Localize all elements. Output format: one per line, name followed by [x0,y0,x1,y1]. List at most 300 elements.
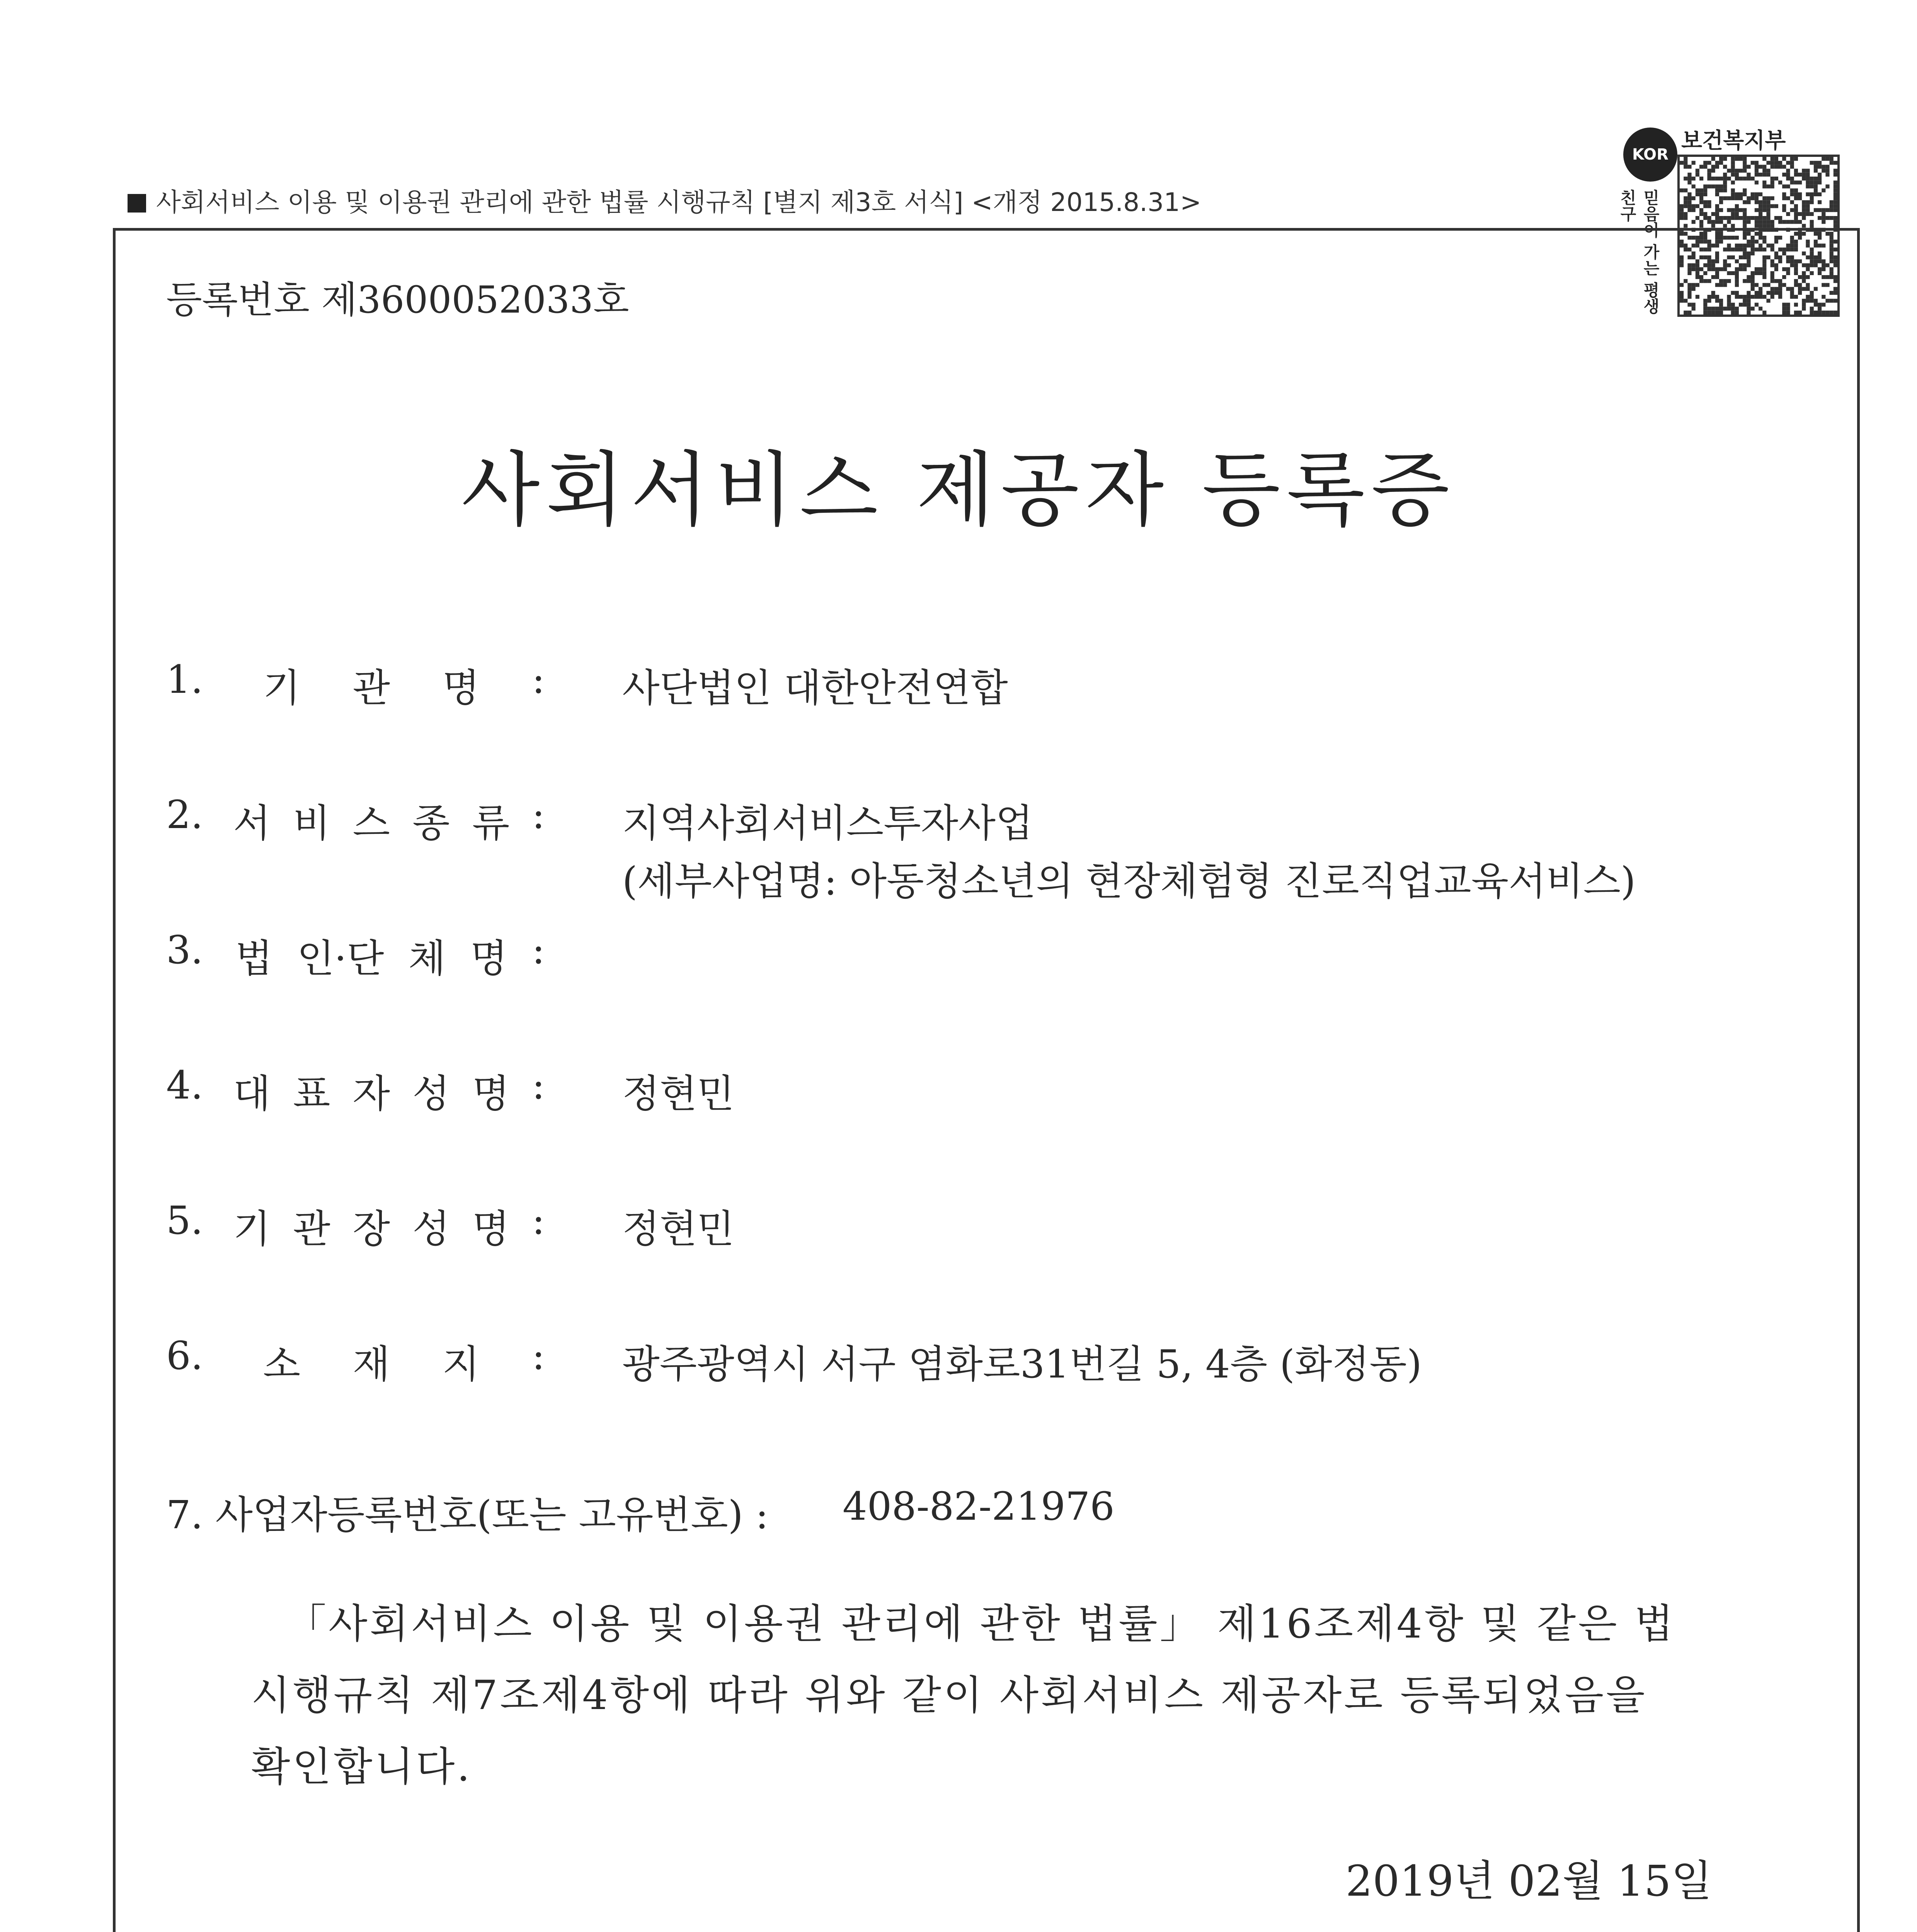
qr-cell [1790,189,1794,192]
item-label-char: 기 [233,1206,271,1252]
qr-cell [1759,212,1762,216]
qr-cell [1696,216,1699,220]
qr-cell [1771,165,1774,168]
qr-cell [1771,157,1774,161]
qr-cell [1766,216,1770,220]
form-reference-text: 사회서비스 이용 및 이용권 관리에 관한 법률 시행규칙 [별지 제3호 서식] <개정 2015.8.31> [156,187,1202,217]
qr-cell [1696,169,1699,173]
qr-cell [1759,224,1762,228]
item-number: 6. [166,1333,203,1378]
qr-cell [1834,196,1837,200]
qr-cell [1771,180,1774,184]
qr-cell [1692,184,1696,188]
qr-cell [1814,208,1818,212]
qr-cell [1731,212,1735,216]
qr-cell [1735,208,1739,212]
qr-cell [1684,224,1687,228]
qr-cell [1715,212,1719,216]
item-number: 1. [166,657,203,702]
qr-cell [1825,169,1829,173]
qr-cell [1711,224,1715,228]
qr-cell [1814,184,1818,188]
qr-cell [1782,184,1786,188]
qr-cell [1762,204,1766,208]
qr-cell [1680,189,1684,192]
qr-cell [1762,216,1766,220]
qr-cell [1743,216,1747,220]
qr-cell [1747,177,1750,180]
qr-cell [1814,165,1818,168]
qr-cell [1723,216,1727,220]
qr-cell [1711,157,1715,161]
qr-cell [1834,208,1837,212]
qr-cell [1806,184,1810,188]
qr-cell [1818,200,1822,204]
qr-cell [1766,200,1770,204]
qr-cell [1810,220,1814,224]
qr-cell [1711,212,1715,216]
qr-cell [1723,165,1727,168]
item-label [166,927,545,983]
qr-cell [1755,173,1759,177]
qr-cell [1774,177,1778,180]
qr-cell [1715,189,1719,192]
qr-cell [1794,196,1798,200]
qr-cell [1806,200,1810,204]
qr-cell [1711,184,1715,188]
qr-cell [1699,220,1703,224]
qr-cell [1739,192,1743,196]
qr-cell [1739,208,1743,212]
qr-cell [1735,192,1739,196]
kor-logo-icon [1623,128,1677,182]
item-value: 정현민 [622,1206,734,1252]
qr-cell [1834,184,1837,188]
qr-cell [1798,220,1802,224]
qr-cell [1834,192,1837,196]
qr-cell [1684,165,1687,168]
item-label-char: 명 [442,665,480,711]
qr-cell [1771,204,1774,208]
item-label-char: 인·단 [297,936,384,981]
kor-logo-text: KOR [1632,146,1668,163]
qr-cell [1790,192,1794,196]
item-label-char: 표 [293,1071,330,1116]
qr-cell [1751,192,1755,196]
qr-cell [1699,189,1703,192]
qr-cell [1774,165,1778,168]
qr-cell [1814,177,1818,180]
qr-cell [1762,157,1766,161]
qr-cell [1834,200,1837,204]
qr-cell [1802,224,1806,228]
qr-cell [1830,157,1834,161]
qr-cell [1825,157,1829,161]
qr-cell [1834,161,1837,165]
qr-cell [1802,204,1806,208]
qr-cell [1684,177,1687,180]
item-label [166,792,545,848]
qr-cell [1822,169,1825,173]
qr-cell [1747,165,1750,168]
qr-cell [1818,216,1822,220]
qr-cell [1703,165,1707,168]
qr-cell [1684,212,1687,216]
qr-cell [1696,173,1699,177]
qr-cell [1810,177,1814,180]
qr-cell [1719,220,1723,224]
item-value: 사단법인 대한안전연합 [622,665,1008,711]
qr-cell [1739,157,1743,161]
qr-cell [1810,161,1814,165]
confirmation-statement [251,1588,1720,1803]
qr-cell [1766,173,1770,177]
qr-cell [1751,177,1755,180]
qr-cell [1794,220,1798,224]
qr-cell [1766,224,1770,228]
qr-cell [1719,216,1723,220]
qr-cell [1747,196,1750,200]
item-label-char: : [532,927,545,973]
qr-cell [1822,165,1825,168]
qr-cell [1818,165,1822,168]
qr-cell [1794,173,1798,177]
item-label [166,1198,545,1253]
qr-cell [1818,208,1822,212]
qr-cell [1703,192,1707,196]
qr-cell [1731,165,1735,168]
qr-cell [1818,180,1822,184]
item-number: 4. [166,1063,203,1108]
document-title: 사회서비스 제공자 등록증 [461,443,1456,537]
qr-cell [1684,196,1687,200]
qr-cell [1735,157,1739,161]
qr-cell [1743,200,1747,204]
qr-cell [1687,173,1691,177]
qr-cell [1798,212,1802,216]
qr-cell [1762,224,1766,228]
qr-cell [1727,216,1731,220]
qr-cell [1743,224,1747,228]
qr-cell [1739,169,1743,173]
qr-cell [1806,173,1810,177]
qr-cell [1680,216,1684,220]
qr-cell [1798,173,1802,177]
qr-cell [1684,200,1687,204]
qr-cell [1743,208,1747,212]
qr-cell [1715,220,1719,224]
ministry-name: 보건복지부 [1681,128,1786,153]
qr-cell [1703,161,1707,165]
item-value: 광주광역시 서구 염화로31번길 5, 4층 (화정동) [622,1342,1422,1387]
qr-cell [1798,196,1802,200]
qr-cell [1834,173,1837,177]
qr-cell [1818,161,1822,165]
qr-cell [1743,157,1747,161]
qr-cell [1794,212,1798,216]
qr-cell [1731,208,1735,212]
qr-cell [1751,216,1755,220]
item-label-char: : [532,1198,545,1243]
item-label-char: 지 [442,1342,480,1387]
qr-cell [1790,157,1794,161]
qr-cell [1759,200,1762,204]
qr-cell [1719,177,1723,180]
qr-cell [1743,220,1747,224]
qr-cell [1834,189,1837,192]
qr-cell [1818,192,1822,196]
qr-cell [1751,196,1755,200]
qr-cell [1703,189,1707,192]
qr-cell [1684,161,1687,165]
qr-cell [1687,180,1691,184]
qr-cell [1723,224,1727,228]
qr-cell [1766,212,1770,216]
qr-cell [1782,173,1786,177]
qr-cell [1747,173,1750,177]
qr-cell [1699,208,1703,212]
qr-cell [1727,220,1731,224]
qr-cell [1834,169,1837,173]
qr-cell [1774,216,1778,220]
qr-cell [1814,161,1818,165]
qr-cell [1759,220,1762,224]
qr-cell [1692,208,1696,212]
qr-cell [1707,161,1711,165]
statement-line: 시행규칙 제7조제4항에 따라 위와 같이 사회서비스 제공자로 등록되었음을 [251,1672,1647,1719]
item-label-char: 장 [352,1206,390,1252]
item-label-char: 재 [352,1342,390,1387]
item-label-char: 체 [408,936,446,981]
qr-cell [1755,196,1759,200]
qr-cell [1782,192,1786,196]
qr-cell [1687,165,1691,168]
qr-cell [1743,192,1747,196]
qr-cell [1790,220,1794,224]
qr-cell [1782,157,1786,161]
qr-cell [1719,208,1723,212]
qr-cell [1822,216,1825,220]
qr-cell [1759,192,1762,196]
qr-cell [1818,177,1822,180]
item-value-detail: (세부사업명: 아동청소년의 현장체험형 진로직업교육서비스) [622,859,1636,904]
item-label-char: 대 [233,1071,271,1116]
qr-cell [1790,177,1794,180]
qr-cell [1825,184,1829,188]
qr-cell [1782,196,1786,200]
item-value: 정현민 [622,1071,734,1116]
qr-cell [1707,220,1711,224]
qr-cell [1739,196,1743,200]
qr-cell [1762,208,1766,212]
qr-cell [1766,161,1770,165]
qr-cell [1735,212,1739,216]
qr-cell [1680,204,1684,208]
qr-cell [1810,196,1814,200]
qr-cell [1707,184,1711,188]
qr-cell [1806,208,1810,212]
qr-cell [1782,204,1786,208]
qr-cell [1786,184,1790,188]
qr-cell [1711,220,1715,224]
qr-cell [1755,161,1759,165]
qr-cell [1743,169,1747,173]
qr-cell [1794,204,1798,208]
qr-cell [1766,208,1770,212]
ministry-slogan: 믿음이 가는 평생 친구 [1618,189,1660,315]
qr-cell [1755,180,1759,184]
item-label-char: 관 [352,665,390,711]
qr-cell [1680,212,1684,216]
qr-cell [1684,204,1687,208]
qr-cell [1766,220,1770,224]
qr-cell [1782,220,1786,224]
qr-cell [1794,189,1798,192]
qr-cell [1727,208,1731,212]
qr-cell [1739,177,1743,180]
qr-cell [1762,169,1766,173]
qr-cell [1794,192,1798,196]
qr-cell [1743,177,1747,180]
qr-cell [1687,177,1691,180]
qr-cell [1715,192,1719,196]
qr-cell [1771,220,1774,224]
qr-cell [1771,161,1774,165]
qr-cell [1834,204,1837,208]
qr-cell [1719,200,1723,204]
qr-cell [1715,165,1719,168]
qr-cell [1715,204,1719,208]
qr-cell [1786,212,1790,216]
qr-cell [1786,196,1790,200]
item-label-char: 명 [470,936,508,981]
qr-cell [1798,192,1802,196]
item-label-char: 소 [263,1342,301,1387]
qr-cell [1699,192,1703,196]
qr-cell [1715,161,1719,165]
qr-cell [1680,161,1684,165]
item-label-char: 기 [263,665,301,711]
qr-cell [1723,196,1727,200]
qr-cell [1802,169,1806,173]
qr-cell [1814,189,1818,192]
qr-cell [1707,216,1711,220]
item-label-char: : [532,1333,545,1378]
qr-cell [1735,204,1739,208]
item-value: 지역사회서비스투자사업 [622,801,1033,846]
qr-cell [1771,196,1774,200]
qr-cell [1735,177,1739,180]
qr-cell [1699,200,1703,204]
qr-cell [1802,208,1806,212]
item-label-char: 류 [472,801,510,846]
qr-cell [1830,204,1834,208]
qr-cell [1703,200,1707,204]
qr-cell [1806,169,1810,173]
qr-cell [1830,161,1834,165]
qr-cell [1806,177,1810,180]
qr-cell [1759,173,1762,177]
qr-cell [1778,165,1782,168]
qr-cell [1782,208,1786,212]
item-label-char: 서 [233,801,271,846]
qr-cell [1762,196,1766,200]
qr-cell [1762,220,1766,224]
qr-cell [1790,180,1794,184]
qr-cell [1790,208,1794,212]
qr-cell [1723,189,1727,192]
qr-cell [1806,180,1810,184]
qr-cell [1707,173,1711,177]
qr-cell [1687,204,1691,208]
qr-cell [1834,216,1837,220]
item-number: 2. [166,792,203,837]
qr-cell [1727,169,1731,173]
qr-cell [1810,212,1814,216]
qr-cell [1759,216,1762,220]
statement-line: 확인합니다. [251,1743,472,1790]
qr-cell [1762,173,1766,177]
qr-cell [1802,200,1806,204]
qr-cell [1755,165,1759,168]
qr-cell [1766,196,1770,200]
qr-cell [1711,177,1715,180]
qr-cell [1794,208,1798,212]
qr-cell [1766,169,1770,173]
qr-cell [1755,216,1759,220]
item-business-number-label: 7. 사업자등록번호(또는 고유번호) : [166,1492,769,1537]
qr-cell [1703,204,1707,208]
qr-cell [1696,204,1699,208]
qr-cell [1723,184,1727,188]
qr-cell [1723,157,1727,161]
qr-cell [1818,173,1822,177]
qr-cell [1830,200,1834,204]
qr-cell [1699,177,1703,180]
qr-cell [1731,173,1735,177]
qr-cell [1786,169,1790,173]
qr-cell [1825,216,1829,220]
qr-cell [1834,224,1837,228]
qr-cell [1822,220,1825,224]
qr-cell [1825,173,1829,177]
qr-cell [1814,169,1818,173]
qr-cell [1731,192,1735,196]
qr-cell [1727,196,1731,200]
item-label-char: 성 [412,1071,450,1116]
item-label-char: 법 [235,936,273,981]
qr-cell [1696,192,1699,196]
qr-cell [1810,184,1814,188]
qr-cell [1755,208,1759,212]
qr-cell [1822,189,1825,192]
qr-cell [1680,208,1684,212]
item-label-char: 명 [472,1071,510,1116]
qr-cell [1687,200,1691,204]
qr-cell [1762,184,1766,188]
qr-cell [1719,161,1723,165]
qr-cell [1778,180,1782,184]
item-number: 5. [166,1198,203,1243]
qr-cell [1692,161,1696,165]
qr-cell [1822,212,1825,216]
qr-cell [1692,196,1696,200]
qr-cell [1810,192,1814,196]
qr-cell [1715,177,1719,180]
qr-cell [1794,169,1798,173]
qr-cell [1806,204,1810,208]
qr-cell [1755,192,1759,196]
